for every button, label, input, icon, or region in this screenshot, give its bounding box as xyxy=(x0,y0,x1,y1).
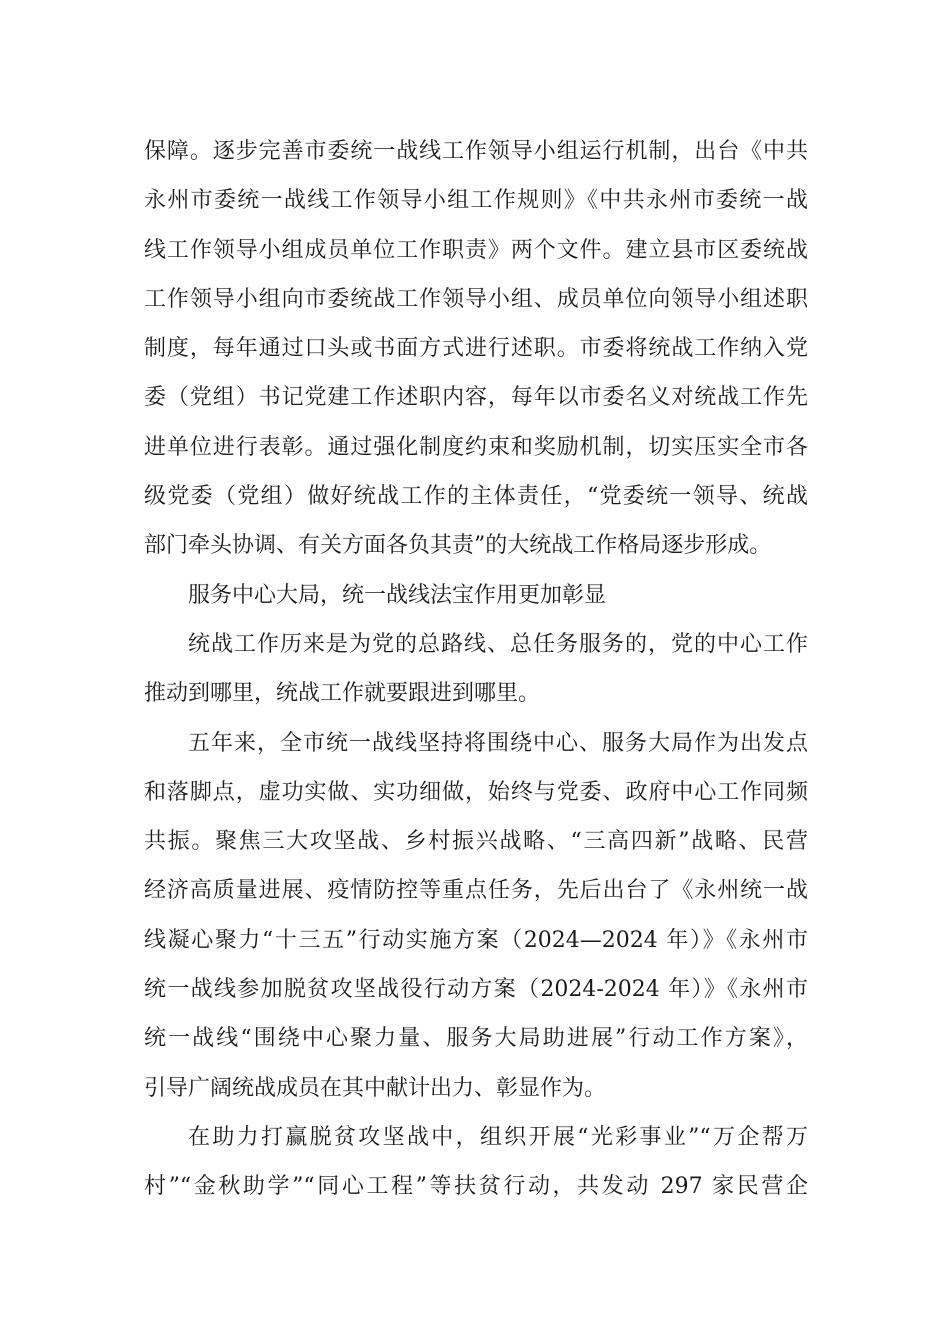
text-line: 进单位进行表彰。通过强化制度约束和奖励机制，切实压实全市各 xyxy=(144,434,808,460)
text-line: 推动到哪里，统战工作就要跟进到哪里。 xyxy=(144,681,541,707)
text-line: 五年来，全市统一战线坚持将围绕中心、服务大局作为出发点 xyxy=(188,730,808,756)
text-line: 经济高质量进展、疫情防控等重点任务，先后出台了《永州统一战 xyxy=(144,878,808,904)
text-line: 在助力打赢脱贫攻坚战中，组织开展“光彩事业”“万企帮万 xyxy=(188,1124,808,1150)
text-line: 委（党组）书记党建工作述职内容，每年以市委名义对统战工作先 xyxy=(144,385,808,411)
text-line: 引导广阔统战成员在其中献计出力、彰显作为。 xyxy=(144,1075,607,1101)
text-line: 线工作领导小组成员单位工作职责》两个文件。建立县市区委统战 xyxy=(144,237,808,263)
document-body xyxy=(144,127,808,1212)
text-line: 村”“金秋助学”“同心工程”等扶贫行动，共发动 297 家民营企 xyxy=(144,1174,808,1200)
text-line: 和落脚点，虚功实做、实功细做，始终与党委、政府中心工作同频 xyxy=(144,779,808,805)
text-line: 部门牵头协调、有关方面各负其责”的大统战工作格局逐步形成。 xyxy=(144,533,772,559)
text-line: 级党委（党组）做好统战工作的主体责任，“党委统一领导、统战 xyxy=(144,484,808,510)
text-line: 永州市委统一战线工作领导小组工作规则》《中共永州市委统一战 xyxy=(144,188,808,214)
text-line: 制度，每年通过口头或书面方式进行述职。市委将统战工作纳入党 xyxy=(144,336,808,362)
text-line: 线凝心聚力“十三五”行动实施方案（2024—2024 年）》《永州市 xyxy=(144,927,808,953)
text-line: 统战工作历来是为党的总路线、总任务服务的，党的中心工作 xyxy=(188,631,808,657)
text-line: 统一战线参加脱贫攻坚战役行动方案（2024-2024 年）》《永州市 xyxy=(144,977,808,1003)
text-line: 保障。逐步完善市委统一战线工作领导小组运行机制，出台《中共 xyxy=(144,139,808,164)
section-heading: 服务中心大局，统一战线法宝作用更加彰显 xyxy=(188,582,607,608)
text-line: 统一战线“围绕中心聚力量、服务大局助进展”行动工作方案》， xyxy=(144,1026,808,1052)
text-line: 共振。聚焦三大攻坚战、乡村振兴战略、“三高四新”战略、民营 xyxy=(144,829,808,855)
text-line: 工作领导小组向市委统战工作领导小组、成员单位向领导小组述职 xyxy=(144,286,808,312)
